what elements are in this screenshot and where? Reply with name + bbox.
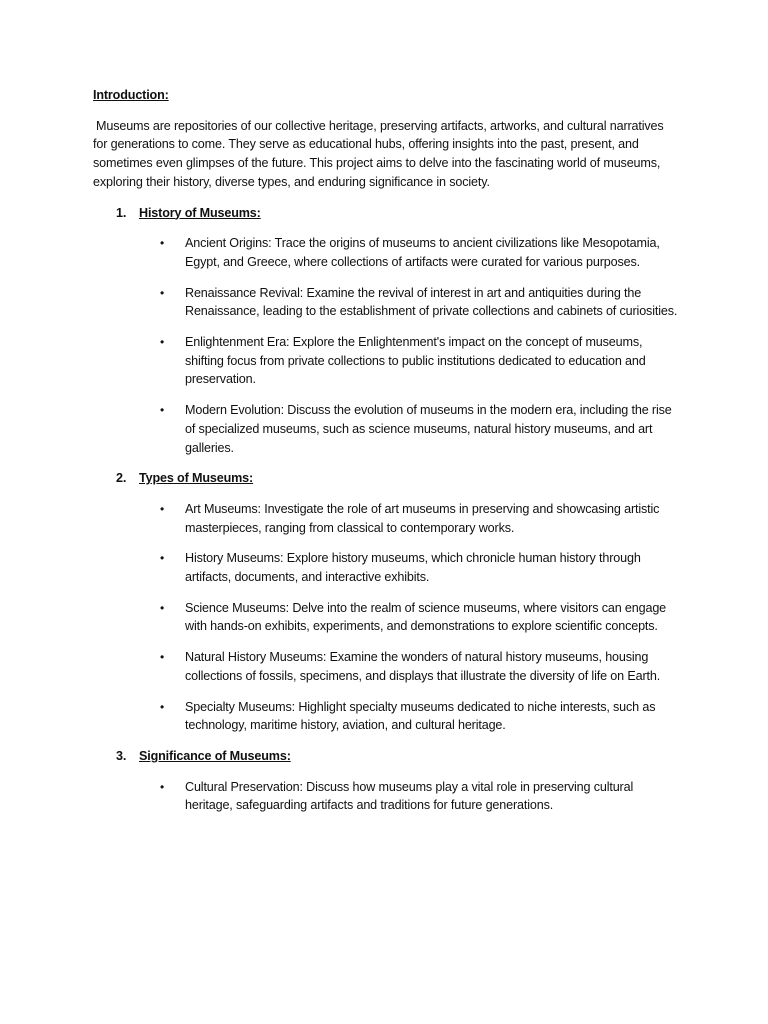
list-item	[93, 599, 678, 636]
list-item-text: Specialty Museums: Highlight specialty museums dedicated to niche interests, such as technology, maritime history, aviation, and cultural heritage.	[185, 699, 656, 733]
section-heading	[93, 204, 678, 223]
list-item-text: Natural History Museums: Examine the wonders of natural history museums, housing collections of fossils, specimens, and displays that illustrate the diversity of life on Earth.	[185, 650, 661, 683]
list-item-text: Ancient Origins: Trace the origins of museums to ancient civilizations like Mesopotamia, Egypt, and Greece, where collections of artifacts were curated for various purposes.	[185, 236, 660, 269]
bullet-icon: •	[160, 779, 165, 794]
intro-heading: Introduction:	[93, 88, 169, 102]
section-heading	[93, 747, 678, 766]
list-item-text: Science Museums: Delve into the realm of science museums, where visitors can engage with hands-on exhibits, experiments, and demonstrations to explore scientific concepts.	[185, 600, 667, 634]
sections-container	[93, 204, 678, 816]
section	[93, 469, 678, 735]
list-item-text: History Museums: Explore history museums, which chronicle human history through artifacts, documents, and interactive exhibits.	[185, 551, 641, 585]
section	[93, 747, 678, 815]
bullet-icon: •	[160, 699, 165, 714]
section-title: History of Museums:	[139, 205, 261, 220]
section-heading	[93, 469, 678, 488]
list-item	[93, 401, 678, 457]
section-number: 2.	[116, 471, 127, 486]
section-number: 1.	[116, 205, 127, 220]
list-item	[93, 549, 678, 586]
bullet-list	[93, 500, 678, 735]
list-item-text: Enlightenment Era: Explore the Enlightenment's impact on the concept of museums, shifting focus from private collections to public institutions dedicated to education and preservation.	[185, 335, 646, 387]
section-number: 3.	[116, 748, 127, 763]
bullet-icon: •	[160, 501, 165, 516]
list-item	[93, 333, 678, 389]
list-item	[93, 284, 678, 321]
list-item-text: Cultural Preservation: Discuss how museums play a vital role in preserving cultural heritage, safeguarding artifacts and traditions for future generations.	[185, 779, 634, 813]
section	[93, 204, 678, 458]
section-title: Significance of Museums:	[139, 748, 291, 763]
bullet-icon: •	[160, 236, 165, 251]
section-title: Types of Museums:	[139, 471, 254, 486]
list-item-text: Renaissance Revival: Examine the revival of interest in art and antiquities during the Renaissance, leading to the establishment of private collections and cabinets of curiosities.	[185, 285, 678, 319]
bullet-list	[93, 778, 678, 815]
list-item	[93, 500, 678, 537]
list-item-text: Modern Evolution: Discuss the evolution of museums in the modern era, including the rise of specialized museums, such as science museums, natural history museums, and art galleries.	[185, 403, 672, 455]
bullet-icon: •	[160, 600, 165, 615]
list-item	[93, 648, 678, 685]
bullet-icon: •	[160, 551, 165, 566]
bullet-icon: •	[160, 335, 165, 350]
list-item	[93, 778, 678, 815]
list-item-text: Art Museums: Investigate the role of art museums in preserving and showcasing artistic masterpieces, ranging from classical to contemporary works.	[185, 501, 660, 535]
intro-paragraph: Museums are repositories of our collective heritage, preserving artifacts, artworks, and cultural narratives for generations to come. They serve as educational hubs, offering insights into the past, present, and sometimes even glimpses of the future. This project aims to delve into the fascinating world of museums, exploring their history, diverse types, and enduring significance in society.	[93, 118, 664, 189]
bullet-list	[93, 234, 678, 457]
list-item	[93, 234, 678, 271]
bullet-icon: •	[160, 403, 165, 418]
bullet-icon: •	[160, 650, 165, 665]
document-body	[93, 86, 678, 827]
bullet-icon: •	[160, 285, 165, 300]
list-item	[93, 698, 678, 735]
